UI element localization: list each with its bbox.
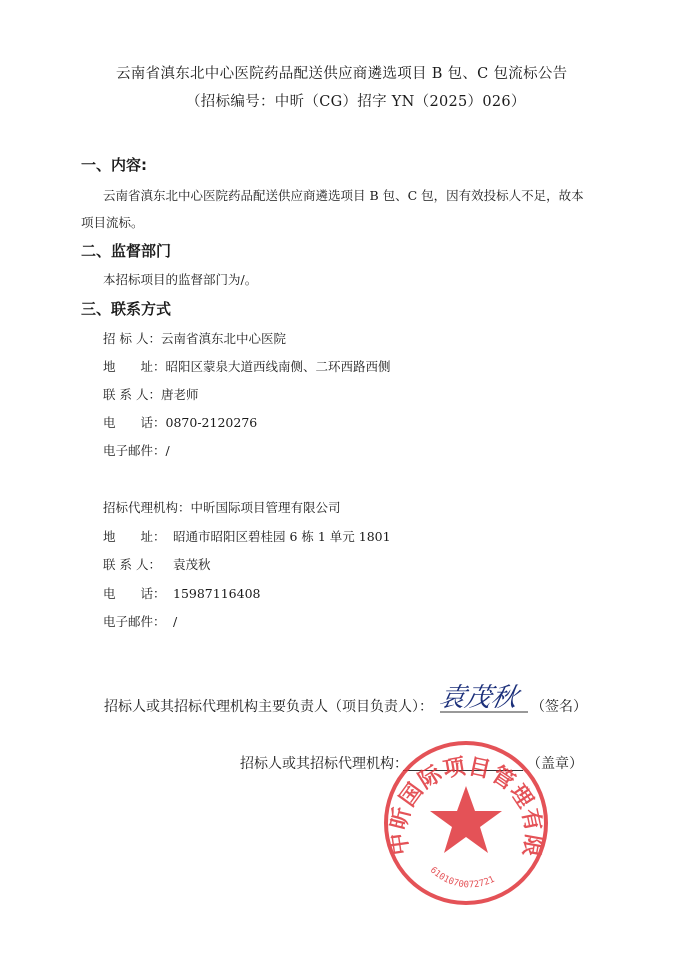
agency-email-value: / [173, 614, 178, 629]
agency-phone-row [103, 584, 260, 602]
seal-suffix: （盖章） [527, 756, 583, 772]
tenderer-email-row [103, 441, 170, 459]
tenderer-contact-label: 联 系 人： [103, 387, 161, 402]
agency-phone-value: 15987116408 [173, 586, 261, 601]
section-supervision-heading: 二、监督部门 [81, 242, 172, 260]
tenderer-address-value: 昭阳区蒙泉大道西线南侧、二环西路西侧 [165, 359, 391, 374]
agency-contact-label: 联 系 人： [103, 557, 161, 572]
agency-name-value: 中昕国际项目管理有限公司 [190, 500, 341, 515]
agency-address-label: 地 址： [103, 529, 166, 544]
agency-contact-row [103, 555, 211, 573]
signature-suffix: （签名） [531, 699, 587, 715]
tenderer-contact-row [103, 385, 198, 403]
section-contact-heading: 三、联系方式 [81, 300, 172, 318]
doc-title-line2: （招标编号：中昕（CG）招字 YN（2025）026） [186, 94, 526, 110]
agency-email-row [103, 612, 177, 630]
tenderer-email-label: 电子邮件： [103, 443, 166, 458]
agency-contact-value: 袁茂秋 [173, 557, 211, 572]
signature-label: 招标人或其招标代理机构主要负责人（项目负责人）： [104, 699, 433, 715]
handwritten-signature [440, 676, 530, 716]
tenderer-email-value: / [165, 443, 170, 458]
doc-title-line1: 云南省滇东北中心医院药品配送供应商遴选项目 B 包、C 包流标公告 [116, 66, 568, 82]
tenderer-name-label: 招 标 人： [103, 331, 161, 346]
tenderer-name-row [103, 329, 286, 347]
agency-phone-label: 电 话： [103, 586, 166, 601]
seal-label: 招标人或其招标代理机构： [240, 756, 408, 772]
tenderer-contact-value: 唐老师 [160, 387, 199, 402]
section-content-body-line2: 项目流标。 [81, 215, 144, 230]
agency-name-label: 招标代理机构： [103, 500, 191, 515]
tenderer-address-label: 地 址： [103, 359, 166, 374]
section-supervision-body: 本招标项目的监督部门为/。 [103, 272, 258, 287]
signature-line [104, 696, 433, 716]
section-content-heading: 一、内容: [81, 156, 147, 174]
stamp-code: 6101070072721 [427, 865, 497, 891]
tenderer-phone-label: 电 话： [103, 415, 166, 430]
tenderer-phone-row [103, 413, 257, 431]
agency-address-row [103, 527, 391, 545]
agency-email-label: 电子邮件： [103, 614, 166, 629]
agency-name-row [103, 498, 341, 516]
tenderer-phone-value: 0870-2120276 [165, 415, 258, 430]
section-content-body-line1: 云南省滇东北中心医院药品配送供应商遴选项目 B 包、C 包，因有效投标人不足，故本 [103, 188, 584, 203]
signer-name: 袁茂秋 [440, 683, 521, 713]
stamp-org-name: 中昕国际项目管理有限 [386, 754, 546, 860]
agency-address-value: 昭通市昭阳区碧桂园 6 栋 1 单元 1801 [173, 529, 391, 544]
tenderer-name-value: 云南省滇东北中心医院 [160, 331, 286, 346]
tenderer-address-row [103, 357, 391, 375]
company-stamp [381, 738, 551, 908]
star-icon [430, 786, 502, 853]
